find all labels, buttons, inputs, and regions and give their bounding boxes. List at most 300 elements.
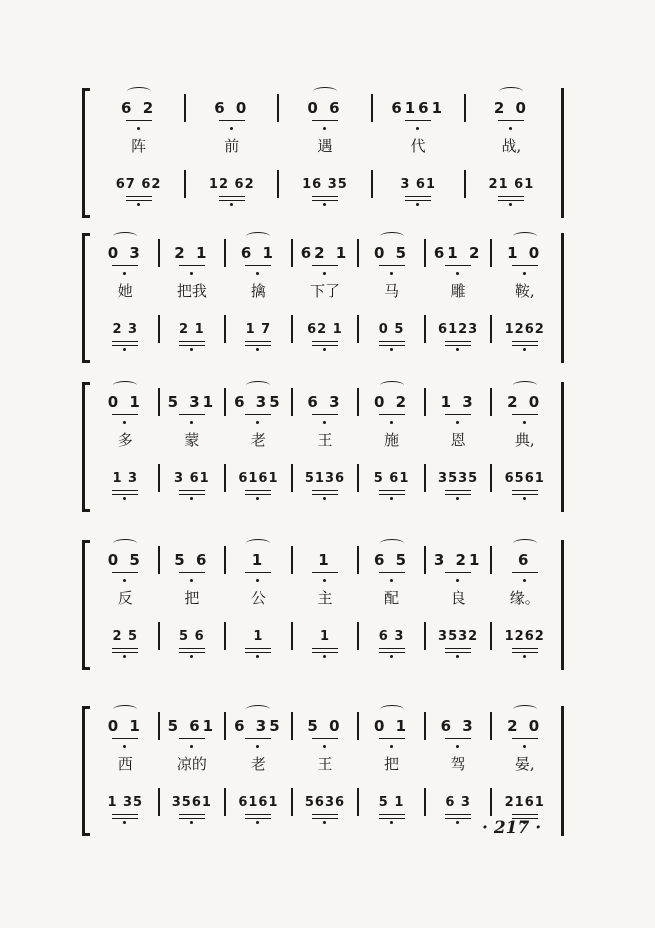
octave-dot — [123, 745, 126, 748]
slur-arc — [246, 381, 270, 390]
octave-dot — [230, 127, 233, 130]
bracket-hook-bottom — [82, 215, 90, 218]
accompaniment-measure: 3535 — [438, 470, 479, 486]
beam-underline-double — [245, 652, 271, 653]
melody-measure: 6 1 — [240, 244, 276, 262]
accompaniment-measure: 2 3 — [112, 321, 139, 337]
beam-underline — [379, 490, 405, 491]
lyric-syllable: 反 — [117, 588, 133, 607]
melody-measure: 1 — [251, 551, 266, 569]
octave-dot — [456, 821, 459, 824]
octave-dot — [390, 655, 393, 658]
melody-measure: 6 35 — [234, 393, 283, 411]
beam-underline — [405, 196, 431, 197]
beam-underline — [179, 490, 205, 491]
lyric-syllable: 西 — [117, 754, 133, 773]
bracket-line — [82, 382, 85, 512]
lyric-syllable: 王 — [317, 754, 333, 773]
melody-measure: 6 35 — [234, 717, 283, 735]
melody-row — [92, 239, 558, 267]
lyric-syllable: 把 — [184, 588, 200, 607]
lyric-syllable: 晏, — [514, 754, 535, 773]
octave-dot — [523, 579, 526, 582]
octave-dot — [509, 127, 512, 130]
beam-underline-double — [312, 652, 338, 653]
octave-dot — [190, 745, 193, 748]
lyric-syllable: 主 — [317, 588, 333, 607]
beam-underline — [112, 414, 138, 415]
octave-dot — [456, 745, 459, 748]
octave-dot — [123, 272, 126, 275]
accompaniment-row — [92, 622, 558, 650]
lyrics-row — [92, 586, 558, 608]
melody-measure: 0 5 — [107, 551, 143, 569]
octave-dot — [523, 272, 526, 275]
beam-underline — [512, 341, 538, 342]
octave-dot — [190, 579, 193, 582]
beam-underline-double — [245, 818, 271, 819]
octave-dot — [456, 655, 459, 658]
beam-underline — [179, 738, 205, 739]
beam-underline — [312, 572, 338, 573]
octave-dot — [323, 421, 326, 424]
beam-underline-double — [312, 345, 338, 346]
beam-underline — [179, 414, 205, 415]
beam-underline — [126, 196, 152, 197]
beam-underline — [312, 265, 338, 266]
beam-underline-double — [445, 494, 471, 495]
slur-arc — [513, 539, 537, 548]
slur-arc — [246, 705, 270, 714]
accompaniment-measure: 5 1 — [378, 794, 405, 810]
beam-underline — [512, 648, 538, 649]
final-barline — [561, 540, 564, 670]
slur-arc — [113, 381, 137, 390]
beam-underline-double — [379, 652, 405, 653]
beam-underline — [245, 572, 271, 573]
lyric-syllable: 公 — [250, 588, 266, 607]
lyrics-row — [92, 134, 558, 156]
melody-measure: 5 61 — [167, 717, 217, 735]
staff-system — [78, 706, 564, 836]
melody-measure: 0 1 — [107, 393, 143, 411]
slur-arc — [246, 539, 270, 548]
lyric-syllable: 雕 — [450, 281, 466, 300]
octave-dot — [323, 497, 326, 500]
beam-underline-double — [126, 200, 152, 201]
beam-underline — [312, 490, 338, 491]
bracket-hook-top — [82, 382, 90, 385]
octave-dot — [123, 421, 126, 424]
beam-underline-double — [312, 200, 338, 201]
melody-measure: 3 21 — [433, 551, 483, 569]
slur-arc — [499, 87, 523, 96]
beam-underline — [379, 814, 405, 815]
octave-dot — [123, 655, 126, 658]
octave-dot — [256, 655, 259, 658]
accompaniment-measure: 2 1 — [179, 321, 205, 337]
octave-dot — [123, 821, 126, 824]
beam-underline — [405, 120, 431, 121]
octave-dot — [509, 203, 512, 206]
beam-underline — [219, 120, 245, 121]
lyric-syllable: 阵 — [131, 136, 147, 155]
octave-dot — [390, 745, 393, 748]
beam-underline-double — [245, 494, 271, 495]
melody-measure: 62 1 — [300, 244, 350, 262]
octave-dot — [123, 579, 126, 582]
beam-underline-double — [179, 345, 205, 346]
page-number: · 217 · — [482, 818, 542, 838]
octave-dot — [456, 348, 459, 351]
octave-dot — [190, 821, 193, 824]
octave-dot — [390, 821, 393, 824]
melody-measure: 61 2 — [433, 244, 483, 262]
accompaniment-measure: 3 61 — [400, 176, 437, 192]
beam-underline — [445, 738, 471, 739]
bracket-hook-bottom — [82, 833, 90, 836]
octave-dot — [256, 348, 259, 351]
melody-row — [92, 546, 558, 574]
beam-underline-double — [312, 494, 338, 495]
beam-underline-double — [512, 652, 538, 653]
octave-dot — [137, 203, 140, 206]
accompaniment-row — [92, 788, 558, 816]
octave-dot — [190, 421, 193, 424]
beam-underline-double — [445, 652, 471, 653]
beam-underline-double — [179, 818, 205, 819]
melody-row — [92, 388, 558, 416]
bracket-line — [82, 88, 85, 218]
accompaniment-measure: 5 61 — [373, 470, 410, 486]
beam-underline — [379, 572, 405, 573]
lyric-syllable: 恩 — [450, 430, 466, 449]
bracket-hook-bottom — [82, 360, 90, 363]
octave-dot — [456, 579, 459, 582]
accompaniment-measure: 3532 — [438, 628, 479, 644]
octave-dot — [230, 203, 233, 206]
accompaniment-measure: 12 62 — [208, 176, 255, 192]
octave-dot — [523, 745, 526, 748]
accompaniment-row — [92, 464, 558, 492]
accompaniment-measure: 6161 — [238, 470, 279, 486]
melody-measure: 6 0 — [214, 99, 250, 117]
final-barline — [561, 233, 564, 363]
bracket-line — [82, 706, 85, 836]
beam-underline — [112, 738, 138, 739]
beam-underline — [445, 341, 471, 342]
final-barline — [561, 706, 564, 836]
slur-arc — [113, 539, 137, 548]
beam-underline-double — [512, 345, 538, 346]
octave-dot — [323, 203, 326, 206]
octave-dot — [390, 272, 393, 275]
accompaniment-measure: 3561 — [171, 794, 212, 810]
melody-measure: 2 0 — [493, 99, 529, 117]
accompaniment-measure: 2 5 — [112, 628, 139, 644]
beam-underline — [512, 265, 538, 266]
final-barline — [561, 88, 564, 218]
lyric-syllable: 战, — [501, 136, 522, 155]
melody-measure: 0 5 — [374, 244, 410, 262]
lyric-syllable: 良 — [450, 588, 466, 607]
bracket-hook-top — [82, 233, 90, 236]
melody-measure: 2 1 — [174, 244, 210, 262]
octave-dot — [123, 497, 126, 500]
beam-underline — [445, 572, 471, 573]
beam-underline — [126, 120, 152, 121]
octave-dot — [323, 127, 326, 130]
beam-underline — [379, 414, 405, 415]
octave-dot — [323, 579, 326, 582]
beam-underline — [445, 648, 471, 649]
accompaniment-measure: 1262 — [504, 321, 545, 337]
accompaniment-measure: 1 — [319, 628, 330, 644]
beam-underline — [379, 265, 405, 266]
octave-dot — [323, 745, 326, 748]
lyric-syllable: 下了 — [309, 281, 340, 300]
slur-arc — [380, 539, 404, 548]
beam-underline — [245, 414, 271, 415]
melody-row — [92, 94, 558, 122]
melody-measure: 5 31 — [167, 393, 217, 411]
lyric-syllable: 典, — [514, 430, 535, 449]
bracket-hook-bottom — [82, 509, 90, 512]
melody-measure: 0 1 — [374, 717, 410, 735]
octave-dot — [137, 127, 140, 130]
lyric-syllable: 遇 — [317, 136, 333, 155]
octave-dot — [256, 421, 259, 424]
lyric-syllable: 驾 — [450, 754, 466, 773]
melody-measure: 6 3 — [307, 393, 343, 411]
beam-underline — [445, 265, 471, 266]
lyric-syllable: 前 — [224, 136, 240, 155]
beam-underline — [312, 341, 338, 342]
octave-dot — [323, 821, 326, 824]
beam-underline-double — [179, 652, 205, 653]
octave-dot — [523, 421, 526, 424]
final-barline — [561, 382, 564, 512]
accompaniment-measure: 6 3 — [445, 794, 471, 810]
accompaniment-measure: 2161 — [504, 794, 545, 810]
beam-underline — [179, 341, 205, 342]
accompaniment-measure: 6561 — [504, 470, 545, 486]
slur-arc — [246, 232, 270, 241]
beam-underline-double — [112, 345, 138, 346]
lyric-syllable: 老 — [250, 430, 266, 449]
lyrics-row — [92, 428, 558, 450]
melody-measure: 0 2 — [374, 393, 410, 411]
melody-measure: 6161 — [391, 99, 446, 117]
octave-dot — [416, 203, 419, 206]
bracket-line — [82, 233, 85, 363]
lyric-syllable: 她 — [117, 281, 133, 300]
accompaniment-measure: 6123 — [438, 321, 479, 337]
beam-underline — [312, 814, 338, 815]
octave-dot — [256, 821, 259, 824]
beam-underline — [379, 648, 405, 649]
slur-arc — [380, 232, 404, 241]
melody-measure: 1 — [318, 551, 332, 569]
melody-measure: 5 6 — [174, 551, 210, 569]
lyric-syllable: 配 — [384, 588, 400, 607]
melody-measure: 0 3 — [107, 244, 143, 262]
beam-underline — [445, 490, 471, 491]
accompaniment-measure: 16 35 — [302, 176, 348, 192]
beam-underline-double — [245, 345, 271, 346]
melody-measure: 6 3 — [440, 717, 476, 735]
accompaniment-measure: 1 3 — [112, 470, 139, 486]
beam-underline — [179, 265, 205, 266]
beam-underline — [498, 120, 524, 121]
octave-dot — [390, 579, 393, 582]
beam-underline — [512, 814, 538, 815]
staff-system — [78, 233, 564, 363]
accompaniment-measure: 62 1 — [307, 321, 343, 337]
bracket-hook-top — [82, 706, 90, 709]
slur-arc — [113, 232, 137, 241]
beam-underline-double — [112, 494, 138, 495]
beam-underline — [112, 572, 138, 573]
octave-dot — [123, 348, 126, 351]
lyric-syllable: 鞍, — [514, 281, 535, 300]
beam-underline-double — [405, 200, 431, 201]
accompaniment-measure: 5 6 — [179, 628, 205, 644]
accompaniment-measure: 6 3 — [378, 628, 405, 644]
beam-underline — [312, 738, 338, 739]
octave-dot — [523, 655, 526, 658]
octave-dot — [390, 497, 393, 500]
accompaniment-measure: 1 35 — [107, 794, 144, 810]
lyric-syllable: 蒙 — [184, 430, 200, 449]
system-bracket — [78, 540, 88, 670]
beam-underline — [112, 814, 138, 815]
accompaniment-measure: 0 5 — [378, 321, 405, 337]
lyrics-row — [92, 279, 558, 301]
slur-arc — [513, 232, 537, 241]
accompaniment-measure: 6161 — [238, 794, 279, 810]
system-bracket — [78, 706, 88, 836]
beam-underline — [445, 414, 471, 415]
beam-underline — [112, 490, 138, 491]
slur-arc — [127, 87, 151, 96]
octave-dot — [323, 655, 326, 658]
accompaniment-measure: 67 62 — [115, 176, 162, 192]
beam-underline — [312, 196, 338, 197]
system-bracket — [78, 88, 88, 218]
melody-measure: 6 2 — [121, 99, 157, 117]
melody-measure: 2 0 — [507, 717, 543, 735]
beam-underline — [512, 414, 538, 415]
melody-measure: 1 0 — [507, 244, 543, 262]
octave-dot — [256, 579, 259, 582]
lyric-syllable: 王 — [317, 430, 333, 449]
beam-underline-double — [219, 200, 245, 201]
melody-row — [92, 712, 558, 740]
bracket-line — [82, 540, 85, 670]
beam-underline — [179, 648, 205, 649]
melody-measure: 1 3 — [440, 393, 476, 411]
beam-underline-double — [112, 652, 138, 653]
beam-underline — [512, 490, 538, 491]
octave-dot — [456, 421, 459, 424]
octave-dot — [390, 421, 393, 424]
beam-underline — [179, 814, 205, 815]
melody-measure: 6 — [517, 551, 532, 569]
beam-underline — [245, 341, 271, 342]
melody-measure: 6 5 — [374, 551, 410, 569]
system-bracket — [78, 233, 88, 363]
beam-underline — [512, 572, 538, 573]
octave-dot — [190, 272, 193, 275]
accompaniment-row — [92, 315, 558, 343]
octave-dot — [456, 272, 459, 275]
octave-dot — [323, 272, 326, 275]
lyrics-row — [92, 752, 558, 774]
beam-underline — [498, 196, 524, 197]
accompaniment-measure: 1262 — [504, 628, 545, 644]
lyric-syllable: 擒 — [250, 281, 266, 300]
beam-underline-double — [312, 818, 338, 819]
lyric-syllable: 代 — [410, 136, 426, 155]
octave-dot — [190, 348, 193, 351]
staff-system — [78, 540, 564, 670]
melody-measure: 0 1 — [107, 717, 143, 735]
beam-underline — [445, 814, 471, 815]
beam-underline — [245, 738, 271, 739]
accompaniment-measure: 21 61 — [488, 176, 535, 192]
beam-underline — [219, 196, 245, 197]
beam-underline — [112, 341, 138, 342]
bracket-hook-top — [82, 88, 90, 91]
beam-underline — [245, 265, 271, 266]
beam-underline — [312, 648, 338, 649]
melody-measure: 2 0 — [507, 393, 543, 411]
system-bracket — [78, 382, 88, 512]
beam-underline-double — [379, 494, 405, 495]
octave-dot — [523, 497, 526, 500]
beam-underline-double — [445, 818, 471, 819]
bracket-hook-bottom — [82, 667, 90, 670]
staff-system — [78, 382, 564, 512]
beam-underline — [179, 572, 205, 573]
beam-underline — [245, 648, 271, 649]
octave-dot — [190, 655, 193, 658]
lyric-syllable: 多 — [117, 430, 133, 449]
octave-dot — [256, 745, 259, 748]
slur-arc — [513, 381, 537, 390]
beam-underline — [245, 814, 271, 815]
beam-underline-double — [379, 345, 405, 346]
octave-dot — [256, 272, 259, 275]
octave-dot — [256, 497, 259, 500]
accompaniment-row — [92, 170, 558, 198]
lyric-syllable: 施 — [384, 430, 400, 449]
beam-underline — [112, 265, 138, 266]
beam-underline-double — [379, 818, 405, 819]
octave-dot — [323, 348, 326, 351]
accompaniment-measure: 1 7 — [245, 321, 272, 337]
lyric-syllable: 把 — [384, 754, 400, 773]
slur-arc — [113, 705, 137, 714]
slur-arc — [313, 87, 337, 96]
beam-underline-double — [445, 345, 471, 346]
beam-underline — [512, 738, 538, 739]
accompaniment-measure: 3 61 — [174, 470, 210, 486]
lyric-syllable: 凉的 — [176, 754, 207, 773]
lyric-syllable: 老 — [250, 754, 266, 773]
lyric-syllable: 马 — [384, 281, 400, 300]
